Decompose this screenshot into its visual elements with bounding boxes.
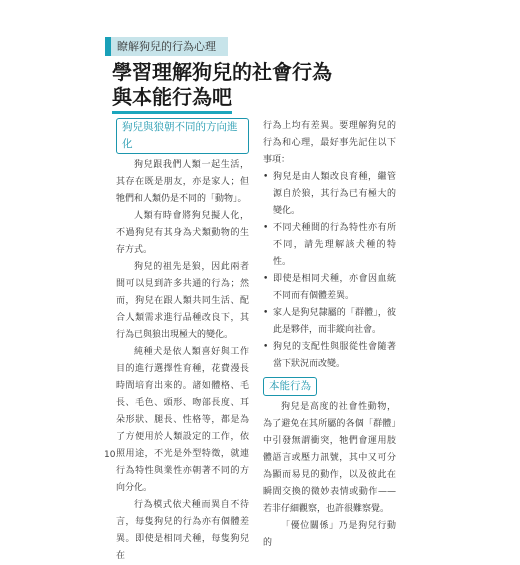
list-item: • 家人是狗兒隸屬的「群體」，彼此是夥伴，而非縱向社會。: [263, 305, 396, 339]
chapter-tab: 瞭解狗兒的行為心理: [105, 37, 228, 56]
paragraph: 行為上均有差異。要理解狗兒的行為和心理，最好事先記住以下事項：: [263, 121, 396, 165]
page-number: 10: [104, 450, 116, 460]
paragraph: 純種犬是依人類喜好與工作目的進行選擇性育種，花費漫長時間培育出來的。諸如體格、毛長、毛色、頭形、吻部長度、耳朵形狀、腿長、性格等，都是為了方便用於人類設定的工作，依照用途，不光是外型特徵，就連行為特性與業性亦朝著不同的方向分化。: [116, 347, 249, 493]
page-title-line-1: 學習理解狗兒的社會行為: [112, 60, 332, 84]
section-heading-instinct: 本能行為: [263, 377, 317, 396]
paragraph: 狗兒的祖先是狼，因此兩者間可以見到許多共通的行為；然而，狗兒在跟人類共同生活、配合人類需求進行品種改良下，其行為已與狼出現極大的變化。: [116, 262, 249, 340]
title-underline: [112, 111, 232, 114]
paragraph: 人類有時會將狗兒擬人化，不過狗兒有其身為犬類動物的生存方式。: [116, 211, 249, 255]
list-item: • 不同犬種間的行為特性亦有所不同，請先理解該犬種的特性。: [263, 220, 396, 271]
page-title-line-2: 與本能行為吧: [112, 85, 232, 109]
paragraph: 狗兒是高度的社會性動物，為了避免在其所屬的各個「群體」中引發無謂衝突，牠們會運用肢體語言或壓力訊號，其中又可分為顯而易見的動作，以及彼此在瞬間交換的微妙表情或動作——若非仔細觀察，也許很難察覺。: [263, 402, 396, 514]
list-item: • 即使是相同犬種，亦會因血統不同而有個體差異。: [263, 271, 396, 305]
section-heading-evolution: 狗兒與狼朝不同的方向進化: [116, 118, 249, 154]
page-title: [112, 60, 332, 110]
right-column: [263, 118, 396, 552]
left-column: [116, 118, 249, 565]
list-item: • 狗兒的支配性與服從性會隨著當下狀況而改變。: [263, 339, 396, 373]
list-item: • 狗兒是由人類改良育種，繼管源自於狼，其行為已有極大的變化。: [263, 169, 396, 220]
paragraph: 行為模式依犬種而異自不待言，每隻狗兒的行為亦有個體差異。即使是相同犬種，每隻狗兒在: [116, 500, 249, 561]
bullet-list: [263, 169, 396, 373]
paragraph: 狗兒跟我們人類一起生活，其存在既是朋友，亦是家人；但牠們和人類仍是不同的「動物」。: [116, 160, 249, 204]
paragraph: 「優位關係」乃是狗兒行動的: [263, 521, 396, 548]
